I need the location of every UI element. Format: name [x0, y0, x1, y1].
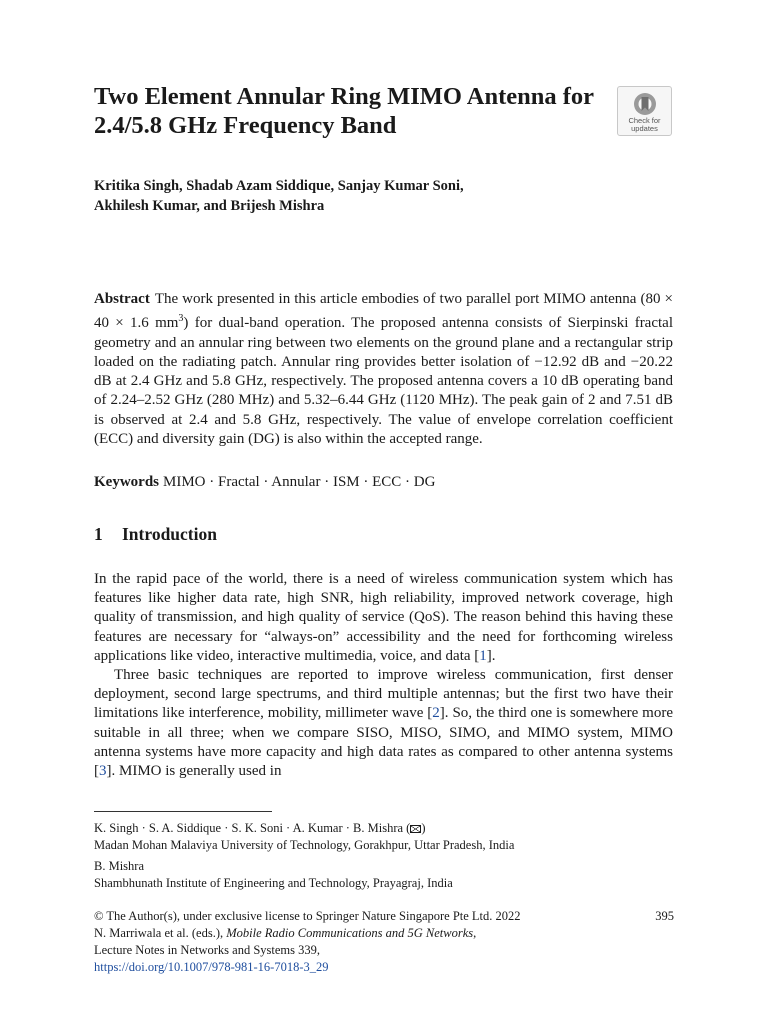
intro-paragraph-2	[94, 666, 673, 781]
author-affiliation-1	[94, 820, 674, 854]
footnote-mishra: B. Mishra	[94, 859, 144, 873]
editors-line	[94, 925, 674, 942]
keywords-text: MIMO · Fractal · Annular · ISM · ECC · DG	[163, 474, 436, 490]
publication-info	[94, 908, 674, 976]
keywords	[94, 473, 673, 492]
intro-p1-end: ].	[486, 647, 496, 664]
copyright-text: © The Author(s), under exclusive license to Springer Nature Singapore Pte Ltd. 2022	[94, 909, 521, 923]
copyright-line	[94, 908, 674, 925]
doi-link[interactable]: https://doi.org/10.1007/978-981-16-7018-3_29	[94, 960, 329, 974]
author-line-2: Akhilesh Kumar, and Brijesh Mishra	[94, 198, 325, 214]
abstract-text-2: ) for dual-band operation. The proposed antenna consists of Sierpinski fractal geometry and an annular ring between two elements on the ground plane and a rectangular strip loaded on the radiating patch. Annular ring provides better isolation of −12.92 dB and −20.22 dB at 2.4 GHz and 5.8 GHz, respectively. The proposed antenna covers a 10 dB operating band of 2.24–2.52 GHz (280 MHz) and 5.32–6.44 GHz (1120 MHz). The peak gain of 2 and 7.51 dB is observed at 2.4 and 5.8 GHz, respectively. The value of envelope correlation coefficient (ECC) and diversity gain (DG) is also within the accepted range.	[94, 315, 673, 448]
footnote-authors-close: )	[421, 821, 426, 835]
check-for-updates-badge[interactable]	[617, 86, 672, 136]
abstract	[94, 290, 673, 449]
section-heading	[94, 524, 217, 544]
abstract-label: Abstract	[94, 291, 150, 307]
affiliation-2: Shambhunath Institute of Engineering and Technology, Prayagraj, India	[94, 876, 453, 890]
introduction-body	[94, 570, 673, 781]
keywords-label: Keywords	[94, 474, 159, 490]
paper-title: Two Element Annular Ring MIMO Antenna for 2.4/5.8 GHz Frequency Band	[94, 83, 594, 139]
series-line: Lecture Notes in Networks and Systems 339,	[94, 943, 321, 957]
book-title: Mobile Radio Communications and 5G Networks	[226, 926, 474, 940]
envelope-icon[interactable]	[410, 825, 421, 833]
author-list	[94, 176, 654, 216]
intro-p1-text: In the rapid pace of the world, there is a need of wireless communication system which has features like higher data rate, high SNR, high reliability, improved network coverage, high quality of transmission, and high quality of service (QoS). The reason behind this having these features are necessary for “always-on” accessibility and the need for forthcoming wireless applications like video, interactive multimedia, voice, and data [	[94, 571, 673, 664]
section-title: Introduction	[122, 524, 217, 544]
crossmark-icon	[632, 91, 658, 117]
affiliation-1: Madan Mohan Malaviya University of Technology, Gorakhpur, Uttar Pradesh, India	[94, 838, 515, 852]
page-number: 395	[655, 909, 674, 923]
badge-line1: Check for	[628, 116, 661, 125]
citation-link-3[interactable]: 3	[99, 763, 107, 780]
intro-paragraph-1	[94, 570, 673, 666]
abstract-superscript: 3	[178, 313, 184, 325]
footnote-divider	[94, 811, 272, 812]
author-line-1: Kritika Singh, Shadab Azam Siddique, Sanjay Kumar Soni,	[94, 178, 464, 194]
citation-link-2[interactable]: 2	[432, 705, 440, 722]
footnote-authors	[94, 820, 674, 837]
citation-link-1[interactable]: 1	[479, 647, 487, 664]
badge-line2: updates	[631, 124, 658, 133]
intro-p2-text-a: Three basic techniques are reported to improve wireless communication, first denser deployment, second large spectrums, and third multiple antennas; but the first two have their limitations like interference, mobility, millimeter wave [	[94, 667, 673, 722]
editors-end: ,	[473, 926, 477, 940]
editors-text: N. Marriwala et al. (eds.),	[94, 926, 227, 940]
footnote-authors-text: K. Singh · S. A. Siddique · S. K. Soni · A. Kumar · B. Mishra (	[94, 821, 411, 835]
intro-p2-text-c: ]. MIMO is generally used in	[106, 763, 282, 780]
intro-p2-text-b: ]. So, the third one is somewhere more suitable in all three; when we compare SISO, MISO, SIMO, and MIMO system, MIMO antenna systems have more capacity and high data rates as compared to other antenna systems [	[94, 705, 673, 780]
abstract-text-1: The work presented in this article embodies of two parallel port MIMO antenna (80 × 40 × 1.6 mm	[94, 291, 673, 332]
section-number: 1	[94, 524, 103, 544]
author-affiliation-2	[94, 858, 674, 892]
